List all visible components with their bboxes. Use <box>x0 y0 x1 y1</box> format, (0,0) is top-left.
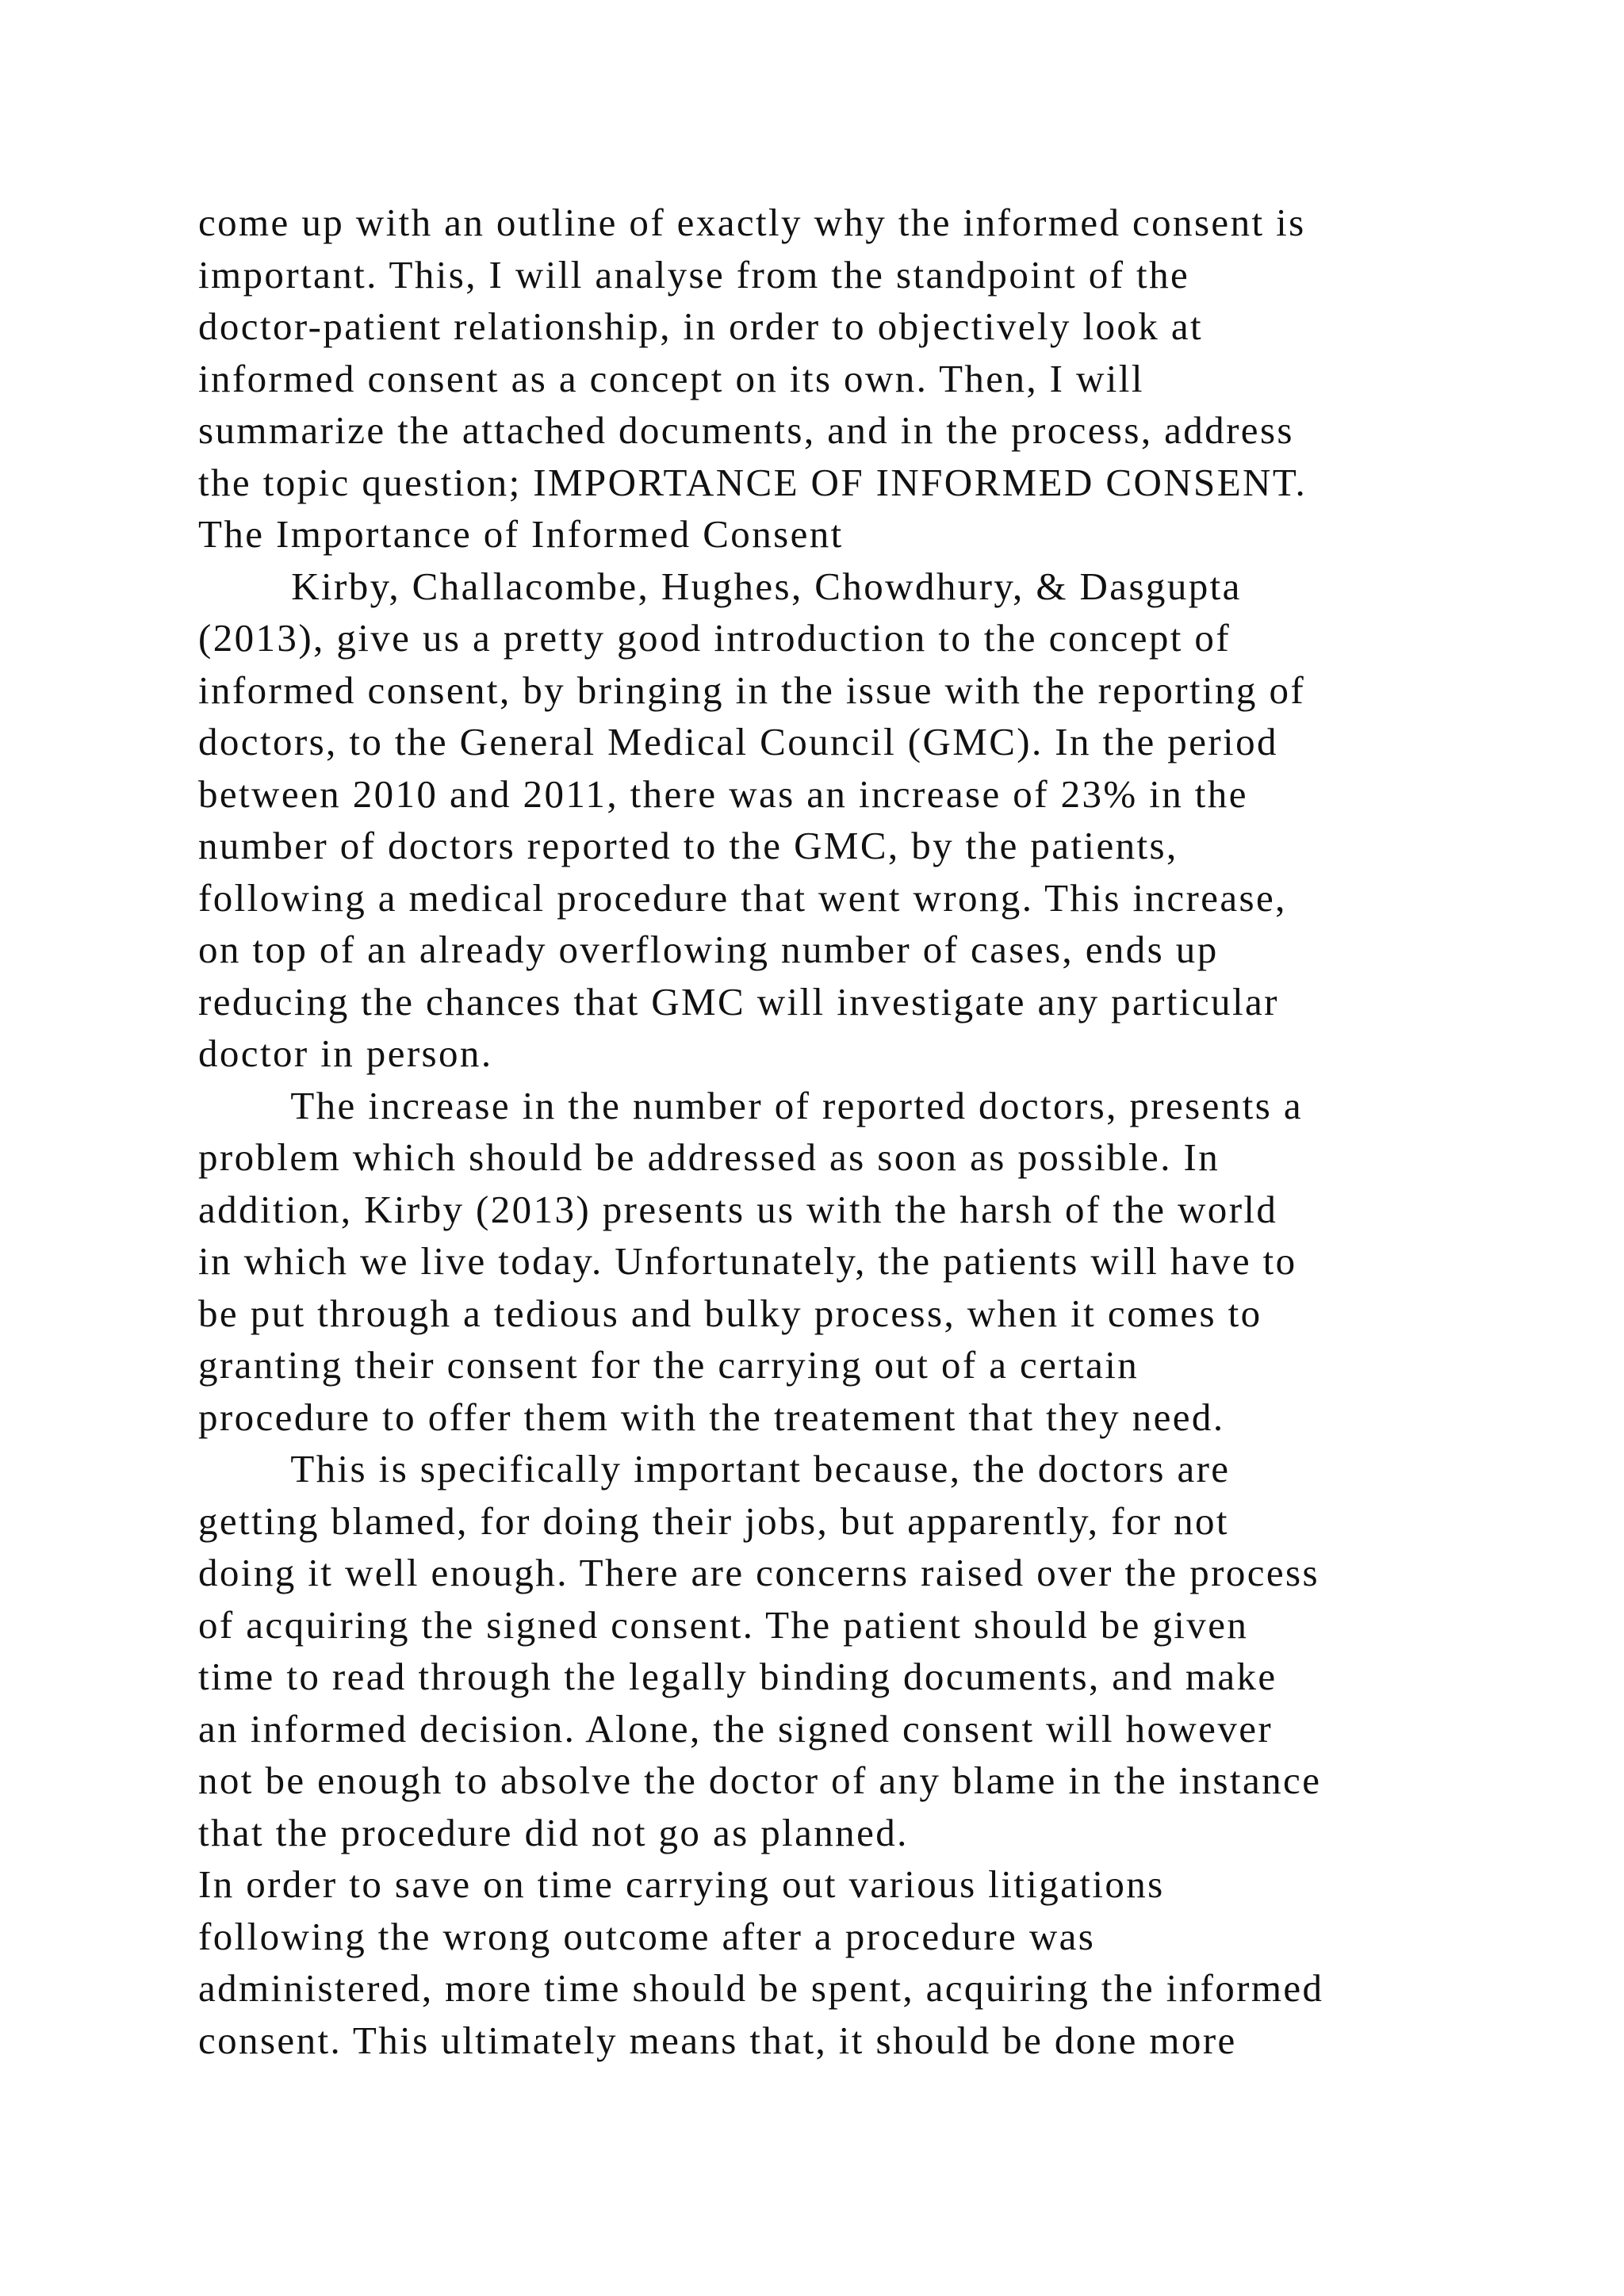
text-line: informed consent as a concept on its own. Then, I will <box>198 356 1144 400</box>
text-line: This is specifically important because, the doctors are <box>198 1447 1231 1490</box>
text-line: getting blamed, for doing their jobs, but apparently, for not <box>198 1498 1229 1543</box>
text-line: informed consent, by bringing in the issue with the reporting of <box>198 668 1306 712</box>
text-line: administered, more time should be spent, acquiring the informed <box>198 1966 1324 2010</box>
text-line: problem which should be addressed as soon as possible. In <box>198 1135 1220 1179</box>
text-line: doctors, to the General Medical Council (GMC). In the period <box>198 720 1278 763</box>
text-line: important. This, I will analyse from the standpoint of the <box>198 252 1190 297</box>
text-line: doctor-patient relationship, in order to objectively look at <box>198 304 1203 348</box>
text-line: be put through a tedious and bulky process, when it comes to <box>198 1291 1262 1335</box>
section-heading: The Importance of Informed Consent <box>198 512 844 556</box>
text-line: following the wrong outcome after a procedure was <box>198 1914 1096 1958</box>
text-line: number of doctors reported to the GMC, by the patients, <box>198 824 1178 867</box>
text-line: In order to save on time carrying out various litigations <box>198 1862 1165 1906</box>
text-line: doing it well enough. There are concerns raised over the process <box>198 1551 1320 1594</box>
text-line: of acquiring the signed consent. The patient should be given <box>198 1602 1249 1647</box>
text-line: time to read through the legally binding documents, and make <box>198 1655 1277 1698</box>
text-line: granting their consent for the carrying out of a certain <box>198 1343 1139 1387</box>
text-line: an informed decision. Alone, the signed consent will however <box>198 1706 1274 1751</box>
text-line: procedure to offer them with the treatement that they need. <box>198 1395 1225 1439</box>
text-line: reducing the chances that GMC will investigate any particular <box>198 979 1279 1024</box>
text-line: following a medical procedure that went wrong. This increase, <box>198 875 1287 920</box>
text-line: (2013), give us a pretty good introduction to the concept of <box>198 616 1231 660</box>
text-line: in which we live today. Unfortunately, the patients will have to <box>198 1239 1297 1283</box>
text-line: consent. This ultimately means that, it should be done more <box>198 2018 1237 2062</box>
text-line: summarize the attached documents, and in the process, address <box>198 408 1294 452</box>
text-line: The increase in the number of reported doctors, presents a <box>198 1083 1303 1127</box>
text-line: come up with an outline of exactly why the informed consent is <box>198 201 1306 244</box>
text-line: not be enough to absolve the doctor of any blame in the instance <box>198 1758 1322 1802</box>
text-line: addition, Kirby (2013) presents us with the harsh of the world <box>198 1187 1278 1231</box>
text-line: that the procedure did not go as planned. <box>198 1810 909 1854</box>
text-line: the topic question; IMPORTANCE OF INFORMED CONSENT. <box>198 460 1308 504</box>
text-line: Kirby, Challacombe, Hughes, Chowdhury, & Dasgupta <box>198 564 1242 608</box>
text-line: on top of an already overflowing number of cases, ends up <box>198 928 1219 971</box>
text-line: between 2010 and 2011, there was an increase of 23% in the <box>198 771 1248 816</box>
text-line: doctor in person. <box>198 1031 493 1075</box>
body-text <box>198 197 1618 2066</box>
